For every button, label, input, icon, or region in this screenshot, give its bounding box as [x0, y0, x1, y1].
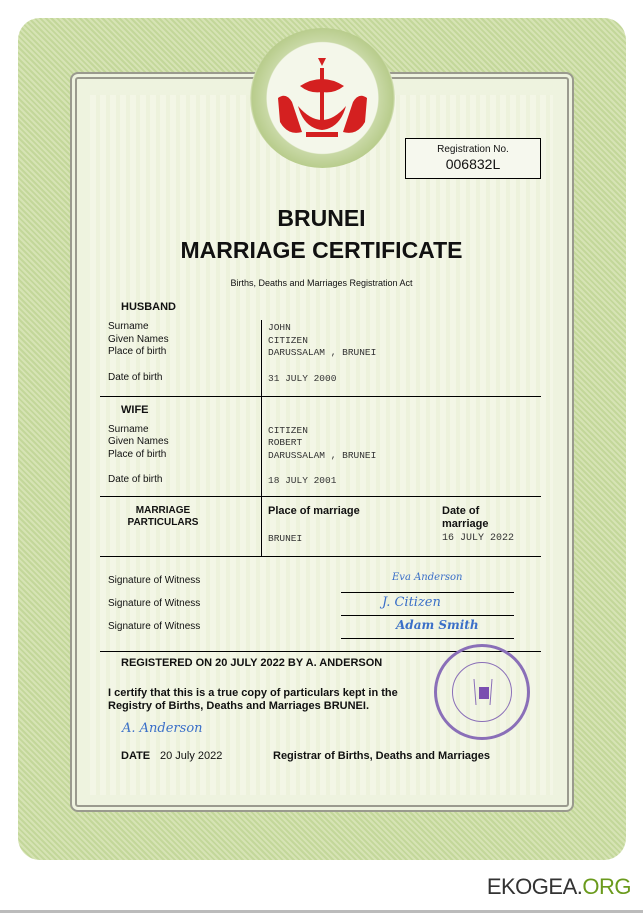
column-divider [261, 320, 262, 557]
brand-watermark [487, 874, 631, 900]
date-of-marriage: 16 JULY 2022 [442, 533, 515, 544]
brunei-emblem-icon [250, 28, 395, 168]
husband-given-names: CITIZEN [268, 335, 308, 346]
husband-given-names-label: Given Names [108, 334, 169, 345]
marriage-heading-line1: MARRIAGE [135, 505, 191, 516]
registrar-title: Registrar of Births, Deaths and Marriages [273, 750, 491, 762]
registered-statement: REGISTERED ON 20 JULY 2022 BY A. ANDERSON [121, 657, 383, 669]
witness-1-label: Signature of Witness [108, 575, 201, 586]
date-of-marriage-label [442, 505, 488, 531]
husband-place-of-birth-label: Place of birth [108, 346, 167, 357]
registrar-signature: A. Anderson [122, 721, 203, 736]
date-value: 20 July 2022 [160, 750, 223, 762]
title-country: BRUNEI [277, 205, 366, 231]
wife-date-of-birth: 18 JULY 2001 [268, 475, 337, 486]
bottom-rule [0, 910, 643, 913]
wife-place-of-birth-label: Place of birth [108, 449, 167, 460]
signature-line [341, 638, 514, 639]
marriage-heading-line2: PARTICULARS [127, 517, 199, 528]
husband-surname-label: Surname [108, 321, 149, 332]
husband-place-of-birth: DARUSSALAM , BRUNEI [268, 347, 377, 358]
witness-2-label: Signature of Witness [108, 598, 201, 609]
emblem-seal [250, 28, 395, 168]
place-of-marriage-label: Place of marriage [268, 505, 360, 517]
registration-number-box [405, 138, 541, 179]
wife-date-of-birth-label: Date of birth [108, 474, 163, 485]
signature-line [341, 615, 514, 616]
certify-statement [108, 687, 398, 713]
divider [100, 496, 541, 497]
certify-line-2: Registry of Births, Deaths and Marriages BRUNEI. [108, 700, 370, 712]
stamp-crest-icon [470, 677, 498, 709]
wife-surname-label: Surname [108, 424, 149, 435]
wife-given-names-label: Given Names [108, 436, 169, 447]
wife-surname: CITIZEN [268, 425, 308, 436]
husband-surname: JOHN [268, 322, 291, 333]
marriage-particulars-heading [108, 505, 218, 529]
registration-label: Registration No. [437, 144, 509, 155]
wife-heading: WIFE [121, 404, 149, 416]
date-label-line2: marriage [442, 518, 489, 530]
divider [100, 556, 541, 557]
wife-given-names: ROBERT [268, 437, 303, 448]
husband-heading: HUSBAND [121, 301, 176, 313]
brand-part2: ORG [582, 874, 631, 899]
registration-number: 006832L [445, 156, 501, 172]
act-subtitle: Births, Deaths and Marriages Registration Act [230, 278, 413, 288]
brand-part1: EKOGEA. [486, 874, 583, 899]
witness-3-signature: Adam Smith [396, 618, 479, 632]
witness-3-label: Signature of Witness [108, 621, 201, 632]
certify-line-1: I certify that this is a true copy of particulars kept in the [108, 687, 398, 699]
husband-date-of-birth-label: Date of birth [108, 372, 163, 383]
husband-date-of-birth: 31 JULY 2000 [268, 373, 337, 384]
wife-place-of-birth: DARUSSALAM , BRUNEI [268, 450, 377, 461]
witness-1-signature: Eva Anderson [392, 572, 463, 583]
witness-2-signature: J. Citizen [382, 595, 441, 610]
official-stamp [434, 644, 530, 740]
title-document: MARRIAGE CERTIFICATE [180, 237, 463, 263]
divider [100, 396, 541, 397]
date-label: DATE [121, 750, 151, 762]
place-of-marriage: BRUNEI [268, 533, 303, 544]
signature-line [341, 592, 514, 593]
date-label-line1: Date of [442, 505, 480, 517]
